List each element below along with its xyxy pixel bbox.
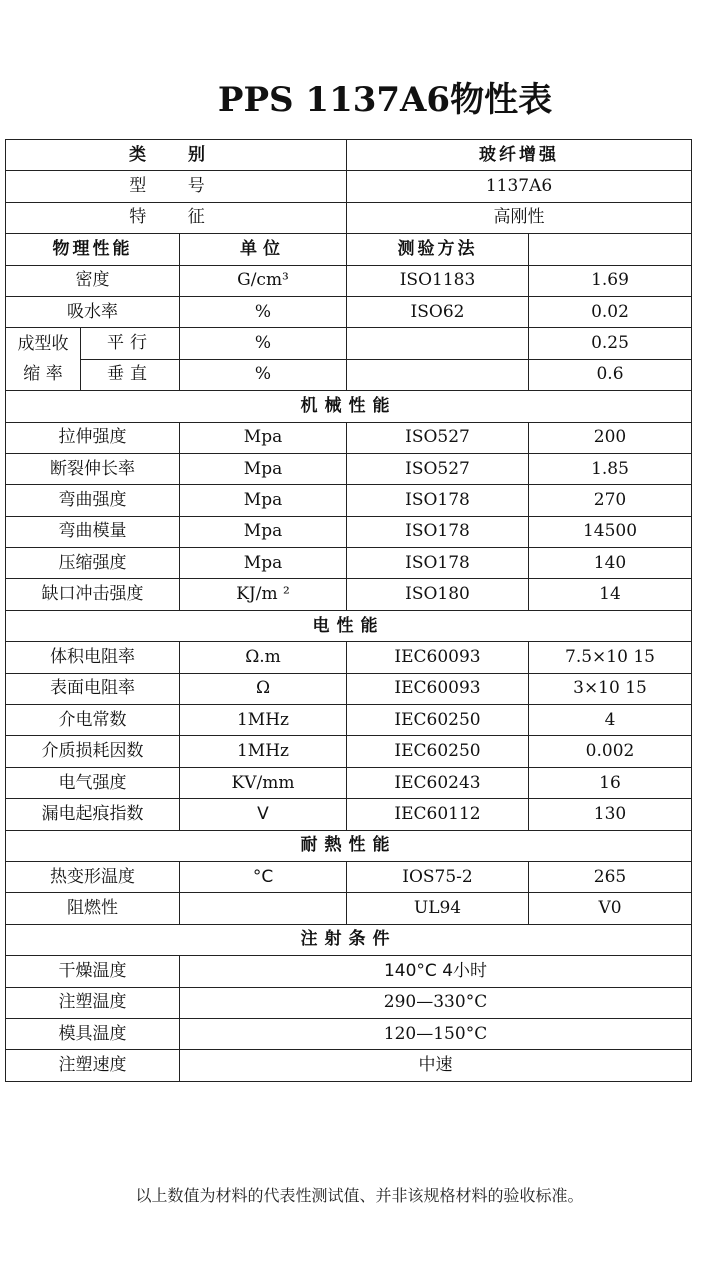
footnote: 以上数值为材料的代表性测试值、并非该规格材料的验收标准。 (135, 1186, 584, 1205)
property-name: 密度 (6, 265, 180, 296)
property-method: ISO178 (347, 548, 529, 579)
table-row (6, 767, 692, 798)
table-row (6, 202, 692, 233)
column-header-method: 测验方法 (347, 234, 529, 265)
property-method: IEC60112 (347, 799, 529, 830)
property-unit: V (180, 799, 347, 830)
table-row (6, 328, 692, 359)
shrinkage-label-line2: 缩 率 (23, 364, 63, 385)
property-name: 表面电阻率 (6, 673, 180, 704)
table-row (6, 171, 692, 202)
table-row (6, 359, 692, 390)
table-row (6, 799, 692, 830)
table-row (6, 296, 692, 327)
column-header-value (529, 234, 692, 265)
property-method: IEC60243 (347, 767, 529, 798)
table-row (6, 956, 692, 987)
property-method: UL94 (347, 893, 529, 924)
property-value: 0.6 (529, 359, 692, 390)
table-row (6, 453, 692, 484)
table-row (6, 140, 692, 171)
property-value: 16 (529, 767, 692, 798)
property-name: 阻燃性 (6, 893, 180, 924)
condition-name: 注塑速度 (6, 1050, 180, 1081)
table-row (6, 1050, 692, 1081)
property-name: 漏电起痕指数 (6, 799, 180, 830)
property-method: ISO178 (347, 516, 529, 547)
condition-value: 140°C 4小时 (180, 956, 692, 987)
property-method: ISO62 (347, 296, 529, 327)
section-row (6, 924, 692, 955)
property-value: 1.69 (529, 265, 692, 296)
section-row (6, 830, 692, 861)
property-method: IOS75-2 (347, 861, 529, 892)
table-row (6, 1018, 692, 1049)
table-row (6, 516, 692, 547)
model-label: 型 号 (6, 171, 347, 202)
column-header-property: 物理性能 (6, 234, 180, 265)
page-title: PPS 1137A6物性表 (217, 80, 553, 120)
property-value: 200 (529, 422, 692, 453)
property-unit: G/cm³ (180, 265, 347, 296)
property-name: 缺口冲击强度 (6, 579, 180, 610)
property-name: 介电常数 (6, 705, 180, 736)
section-thermal: 耐熱性能 (6, 830, 692, 861)
property-value: 4 (529, 705, 692, 736)
property-unit: % (180, 328, 347, 359)
table-row (6, 861, 692, 892)
property-method: ISO1183 (347, 265, 529, 296)
property-method (347, 359, 529, 390)
property-value: 14 (529, 579, 692, 610)
property-name: 介质损耗因数 (6, 736, 180, 767)
table-row (6, 893, 692, 924)
property-unit: KV/mm (180, 767, 347, 798)
table-row (6, 579, 692, 610)
property-unit: Ω.m (180, 642, 347, 673)
property-value: 3×10 15 (529, 673, 692, 704)
property-unit: 1MHz (180, 705, 347, 736)
condition-name: 注塑温度 (6, 987, 180, 1018)
section-row (6, 391, 692, 422)
table-row (6, 673, 692, 704)
property-method: IEC60250 (347, 736, 529, 767)
property-name: 热变形温度 (6, 861, 180, 892)
property-unit: Mpa (180, 422, 347, 453)
property-method: IEC60093 (347, 642, 529, 673)
property-value: 14500 (529, 516, 692, 547)
property-name: 断裂伸长率 (6, 453, 180, 484)
property-unit: Mpa (180, 453, 347, 484)
table-row (6, 548, 692, 579)
property-value: 265 (529, 861, 692, 892)
property-name: 电气强度 (6, 767, 180, 798)
table-row (6, 265, 692, 296)
condition-value: 中速 (180, 1050, 692, 1081)
property-value: 7.5×10 15 (529, 642, 692, 673)
property-method: IEC60250 (347, 705, 529, 736)
section-mechanical: 机械性能 (6, 391, 692, 422)
property-unit: 1MHz (180, 736, 347, 767)
property-method: ISO527 (347, 453, 529, 484)
property-method: ISO527 (347, 422, 529, 453)
property-value: 0.002 (529, 736, 692, 767)
property-unit: KJ/m ² (180, 579, 347, 610)
property-method: ISO180 (347, 579, 529, 610)
property-value: 140 (529, 548, 692, 579)
property-unit: Ω (180, 673, 347, 704)
shrinkage-label (6, 328, 81, 391)
property-name: 垂直 (81, 359, 180, 390)
property-value: 130 (529, 799, 692, 830)
feature-value: 高刚性 (347, 202, 692, 233)
feature-label: 特 征 (6, 202, 347, 233)
condition-name: 干燥温度 (6, 956, 180, 987)
section-molding: 注射条件 (6, 924, 692, 955)
condition-name: 模具温度 (6, 1018, 180, 1049)
table-row (6, 485, 692, 516)
property-name: 体积电阻率 (6, 642, 180, 673)
property-name: 弯曲强度 (6, 485, 180, 516)
property-name: 压缩强度 (6, 548, 180, 579)
property-name: 拉伸强度 (6, 422, 180, 453)
property-value: 1.85 (529, 453, 692, 484)
model-value: 1137A6 (347, 171, 692, 202)
spec-table (5, 139, 692, 1082)
property-unit: % (180, 359, 347, 390)
property-unit: Mpa (180, 548, 347, 579)
property-method: IEC60093 (347, 673, 529, 704)
category-value: 玻纤增强 (347, 140, 692, 171)
property-value: 270 (529, 485, 692, 516)
section-row (6, 610, 692, 641)
table-row (6, 422, 692, 453)
column-header-row (6, 234, 692, 265)
property-value: 0.25 (529, 328, 692, 359)
table-row (6, 987, 692, 1018)
category-label: 类 别 (6, 140, 347, 171)
shrinkage-label-line1: 成型收 (17, 333, 69, 354)
property-unit: Mpa (180, 485, 347, 516)
column-header-unit: 单位 (180, 234, 347, 265)
property-unit: Mpa (180, 516, 347, 547)
property-unit: % (180, 296, 347, 327)
section-electrical: 电性能 (6, 610, 692, 641)
condition-value: 120—150°C (180, 1018, 692, 1049)
property-value: V0 (529, 893, 692, 924)
property-name: 弯曲模量 (6, 516, 180, 547)
property-name: 平行 (81, 328, 180, 359)
property-unit (180, 893, 347, 924)
property-name: 吸水率 (6, 296, 180, 327)
table-row (6, 705, 692, 736)
property-method: ISO178 (347, 485, 529, 516)
table-row (6, 736, 692, 767)
condition-value: 290—330°C (180, 987, 692, 1018)
property-method (347, 328, 529, 359)
property-value: 0.02 (529, 296, 692, 327)
property-unit: °C (180, 861, 347, 892)
table-row (6, 642, 692, 673)
